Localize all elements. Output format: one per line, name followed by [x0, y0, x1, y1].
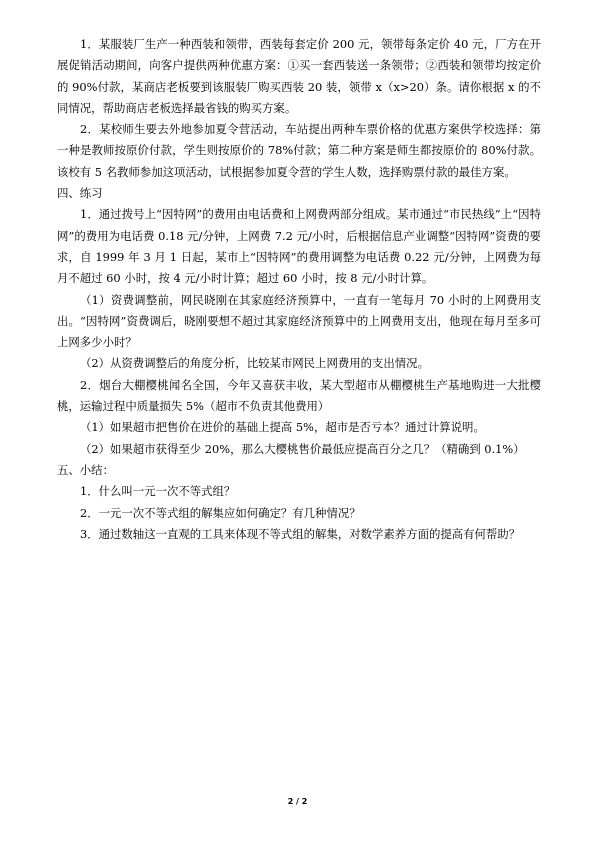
document-body [57, 34, 541, 545]
problem-clothing-discount: 1．某服装厂生产一种西装和领带，西装每套定价 200 元，领带每条定价 40 元，厂方在开展促销活动期间，向客户提供两种优惠方案：①买一套西装送一条领带；②西装和领带均按定价的 90%付款，某商店老板要到该服装厂购买西装 20 装，领带 x（x>20）条。请你根据 x 的不同情况，帮助商店老板选择最省钱的购买方案。 [57, 37, 541, 115]
practice-question-2-1: （1）如果超市把售价在进价的基础上提高 5%，超市是否亏本？通过计算说明。 [80, 420, 485, 435]
practice-question-2-2: （2）如果超市获得至少 20%，那么大樱桃售价最低应提高百分之几？（精确到 0.1%） [80, 441, 525, 456]
problem-summer-camp-tickets: 2．某校师生要去外地参加夏令营活动，车站提出两种车票价格的优惠方案供学校选择：第一种是教师按原价付款，学生则按原价的 78%付款；第二种方案是师生都按原价的 80%付款。该校有 5 名教师参加这项活动，试根据参加夏令营的学生人数，选择购票付款的最佳方案。 [57, 122, 541, 179]
section-heading-summary: 五、小结： [57, 462, 114, 477]
practice-question-1-2: （2）从资费调整后的角度分析，比较某市网民上网费用的支出情况。 [80, 356, 429, 371]
summary-item: 3．通过数轴这一直观的工具来体现不等式组的解集，对数学素养方面的提高有何帮助？ [80, 526, 521, 541]
practice-problem-cherries: 2．烟台大棚樱桃闻名全国，今年又喜获丰收，某大型超市从棚樱桃生产基地购进一大批樱桃，运输过程中质量损失 5%（超市不负责其他费用） [57, 377, 541, 414]
practice-question-1-1: （1）资费调整前，网民晓刚在其家庭经济预算中，一直有一笔每月 70 小时的上网费用支出。“因特网”资费调后，晓刚要想不超过其家庭经济预算中的上网费用支出，他现在每月至多可上网多少小时？ [57, 292, 541, 350]
summary-item: 2．一元一次不等式组的解集应如何确定？有几种情况？ [80, 505, 361, 520]
page-number: 2 / 2 [287, 797, 308, 806]
section-heading-practice: 四、练习 [57, 186, 103, 201]
practice-problem-internet-fees: 1．通过拨号上“因特网”的费用由电话费和上网费两部分组成。某市通过“市民热线”上“因特网”的费用为电话费 0.18 元/分钟，上网费 7.2 元/小时，后根据信息产业调整“因特网”资费的要求，自 1999 年 3 月 1 日起，某市上“因特网”的费用调整为电话费 0.22 元/分钟，上网费为每月不超过 60 小时，按 4 元/小时计算；超过 60 小时，按 8 元/小时计算。 [57, 207, 541, 286]
summary-item: 1．什么叫一元一次不等式组？ [80, 484, 236, 499]
